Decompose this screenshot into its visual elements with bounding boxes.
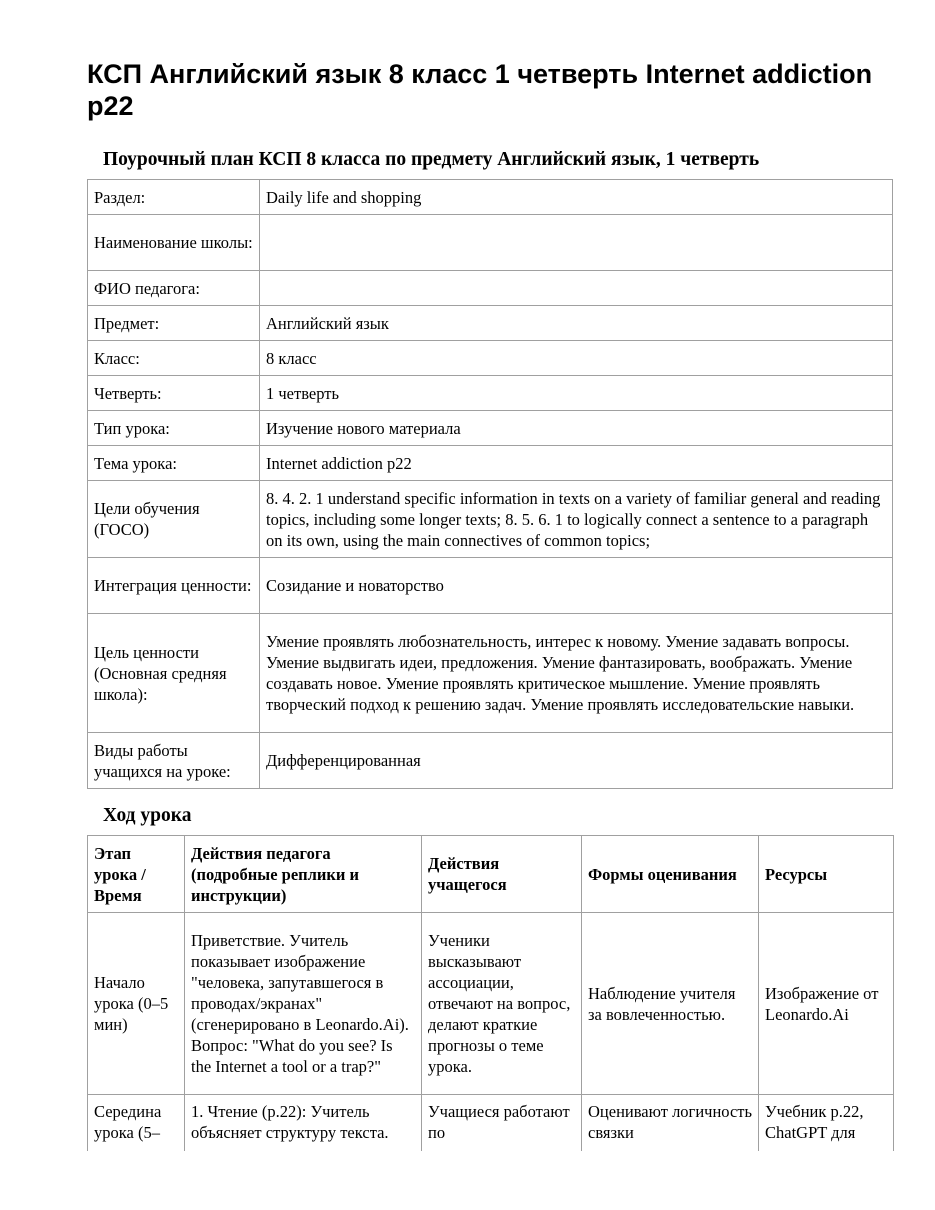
table-cell: Учащиеся работают по bbox=[422, 1095, 582, 1152]
table-row bbox=[88, 1095, 894, 1152]
info-label: Тип урока: bbox=[88, 411, 260, 446]
info-value: 8 класс bbox=[260, 341, 893, 376]
info-label: ФИО педагога: bbox=[88, 271, 260, 306]
info-value: 1 четверть bbox=[260, 376, 893, 411]
info-value: Internet addiction p22 bbox=[260, 446, 893, 481]
info-label: Предмет: bbox=[88, 306, 260, 341]
info-value: Изучение нового материала bbox=[260, 411, 893, 446]
table-row bbox=[88, 913, 894, 1095]
column-header-student-actions: Действия учащегося bbox=[422, 836, 582, 913]
table-cell: Учебник p.22, ChatGPT для bbox=[759, 1095, 894, 1152]
info-value: Дифференцированная bbox=[260, 733, 893, 789]
lesson-flow-table bbox=[87, 835, 894, 1151]
info-value: Daily life and shopping bbox=[260, 180, 893, 215]
info-label: Класс: bbox=[88, 341, 260, 376]
info-value: Созидание и новаторство bbox=[260, 558, 893, 614]
info-label: Четверть: bbox=[88, 376, 260, 411]
table-cell: Приветствие. Учитель показывает изображение "человека, запутавшегося в проводах/экранах" (сгенерировано в Leonardo.Ai). Вопрос: "What do you see? Is the Internet a tool or a trap?" bbox=[185, 913, 422, 1095]
info-label: Цель ценности (Основная средняя школа): bbox=[88, 614, 260, 733]
info-label: Интеграция ценности: bbox=[88, 558, 260, 614]
lesson-flow-heading: Ход урока bbox=[103, 805, 192, 826]
info-label: Тема урока: bbox=[88, 446, 260, 481]
info-label: Раздел: bbox=[88, 180, 260, 215]
flow-header-row bbox=[88, 836, 894, 913]
column-header-teacher-actions: Действия педагога (подробные реплики и инструкции) bbox=[185, 836, 422, 913]
info-value: 8. 4. 2. 1 understand specific information in texts on a variety of familiar general and reading topics, including some longer texts; 8. 5. 6. 1 to logically connect a sentence to a paragraph on its own, using the main connectives of common topics; bbox=[260, 481, 893, 558]
table-cell: Оценивают логичность связки bbox=[582, 1095, 759, 1152]
table-cell: Наблюдение учителя за вовлеченностью. bbox=[582, 913, 759, 1095]
info-label: Наименование школы: bbox=[88, 215, 260, 271]
table-cell: Начало урока (0–5 мин) bbox=[88, 913, 185, 1095]
info-value: Умение проявлять любознательность, интерес к новому. Умение задавать вопросы. Умение выдвигать идеи, предложения. Умение фантазировать, воображать. Умение создавать новое. Умение проявлять критическое мышление. Умение проявлять творческий подход к решению задач. Умение проявлять исследовательские навыки. bbox=[260, 614, 893, 733]
column-header-stage: Этап урока / Время bbox=[88, 836, 185, 913]
column-header-assessment: Формы оценивания bbox=[582, 836, 759, 913]
table-cell: Ученики высказывают ассоциации, отвечают на вопрос, делают краткие прогнозы о теме урока. bbox=[422, 913, 582, 1095]
page-title: КСП Английский язык 8 класс 1 четверть Internet addiction p22 bbox=[87, 59, 873, 121]
table-cell: Середина урока (5– bbox=[88, 1095, 185, 1152]
column-header-resources: Ресурсы bbox=[759, 836, 894, 913]
plan-heading: Поурочный план КСП 8 класса по предмету Английский язык, 1 четверть bbox=[103, 149, 760, 170]
info-value: Английский язык bbox=[260, 306, 893, 341]
table-cell: 1. Чтение (p.22): Учитель объясняет структуру текста. bbox=[185, 1095, 422, 1152]
info-label: Цели обучения (ГОСО) bbox=[88, 481, 260, 558]
info-label: Виды работы учащихся на уроке: bbox=[88, 733, 260, 789]
table-cell: Изображение от Leonardo.Ai bbox=[759, 913, 894, 1095]
